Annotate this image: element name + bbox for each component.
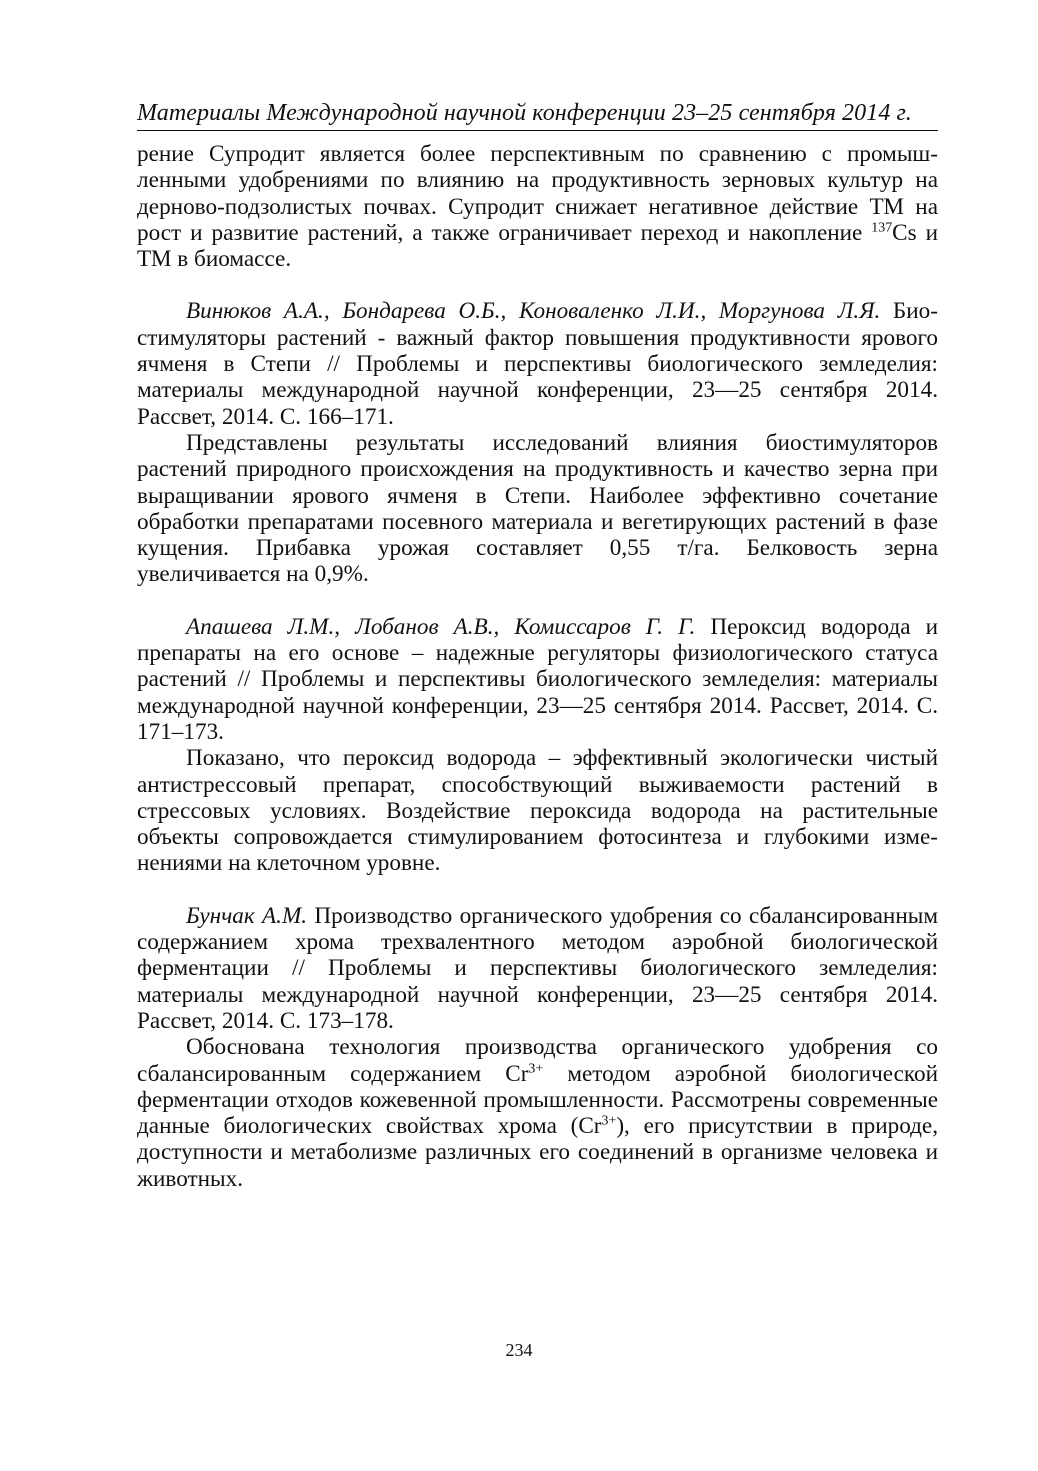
entry-citation: [137, 298, 938, 429]
bibliography-entry: [137, 903, 938, 1192]
abstract-text: ), его присутствии в природе, доступности и метаболизме различных его соединений в организме человека и животных.: [137, 1113, 939, 1192]
running-header: Материалы Международной научной конференции 23–25 сентября 2014 г.: [137, 100, 912, 126]
entry-authors: Винюков А.А., Бондарева О.Б., Коноваленко Л.И., Моргунова Л.Я.: [186, 298, 881, 325]
abstract-text: методом аэробной биологической ферментации отходов кожевенной промышленности. Рассмотрены современные данные биологических свойствах хрома (Cr: [137, 1060, 938, 1140]
isotope-superscript: 137: [871, 220, 893, 236]
abstract-text: Обоснована технология производства органического удобрения со сбалансированным содержанием Cr: [137, 1034, 938, 1087]
continuation-text-end: Cs и ТМ в биомассе.: [137, 219, 938, 273]
entry-abstract: Представлены результаты исследований влияния биостимуляторов растений природного происхождения на продуктивность и качество зерна при выращивании ярового ячменя в Степи. Наиболее эффективно сочетание обработки препаратами посевного материала и вегетирующих растений в фазе кущения. Прибавка урожая составляет 0,55 т/га. Белковость зерна увеличивается на 0,9%.: [137, 429, 938, 588]
chromium-charge-superscript: 3+: [601, 1113, 617, 1129]
entry-citation: [137, 903, 938, 1034]
header-rule: [137, 130, 938, 131]
page-body: [137, 141, 938, 1192]
entry-authors: Апашева Л.М., Лобанов А.В., Комиссаров Г. Г.: [186, 613, 696, 640]
continuation-paragraph: [137, 141, 938, 272]
page-number: 234: [505, 1340, 533, 1360]
bibliography-entry: [137, 298, 938, 587]
entry-citation-text: Производство органического удобрения со сбалансированным содержанием хрома трехвалентного методом аэробной биологической ферментации // Проблемы и перспективы биологического земледелия: материалы международной научной конференции, 23—25 сентября 2014. Рассвет, 2014. С. 173–178.: [137, 902, 938, 1034]
bibliography-entry: [137, 614, 938, 877]
entry-authors: Бунчак А.М.: [186, 902, 308, 929]
entry-citation-text: Биостимуляторы растений - важный фактор повышения продуктивности ярового ячменя в Степи // Проблемы и перспективы биологического земледелия: материалы международной научной конференции, 23—25 сентября 2014. Рассвет, 2014. С. 166–171.: [137, 298, 938, 430]
continuation-text: рение Супродит является более перспективным по сравнению с промышленными удобрениями по влиянию на продуктивность зерновых культур на дерново-подзолистых почвах. Супродит снижает негативное действие ТМ на рост и развитие растений, а также ограничивает переход и накопление: [137, 141, 938, 246]
entry-abstract: Показано, что пероксид водорода – эффективный экологически чистый антистрессовый препарат, способствующий выживаемости растений в стрессовых условиях. Воздействие пероксида водорода на растительные объекты сопровождается стимулированием фотосинтеза и глубокими изменениями на клеточном уровне.: [137, 745, 938, 877]
entry-citation: [137, 614, 938, 745]
entry-abstract: [137, 1034, 938, 1192]
chromium-charge-superscript: 3+: [528, 1060, 544, 1076]
entry-citation-text: Пероксид водорода и препараты на его основе – надежные регуляторы физиологического статуса растений // Проблемы и перспективы биологического земледелия: материалы международной научной конференции, 23—25 сентября 2014. Рассвет, 2014. С. 171–173.: [137, 613, 938, 745]
